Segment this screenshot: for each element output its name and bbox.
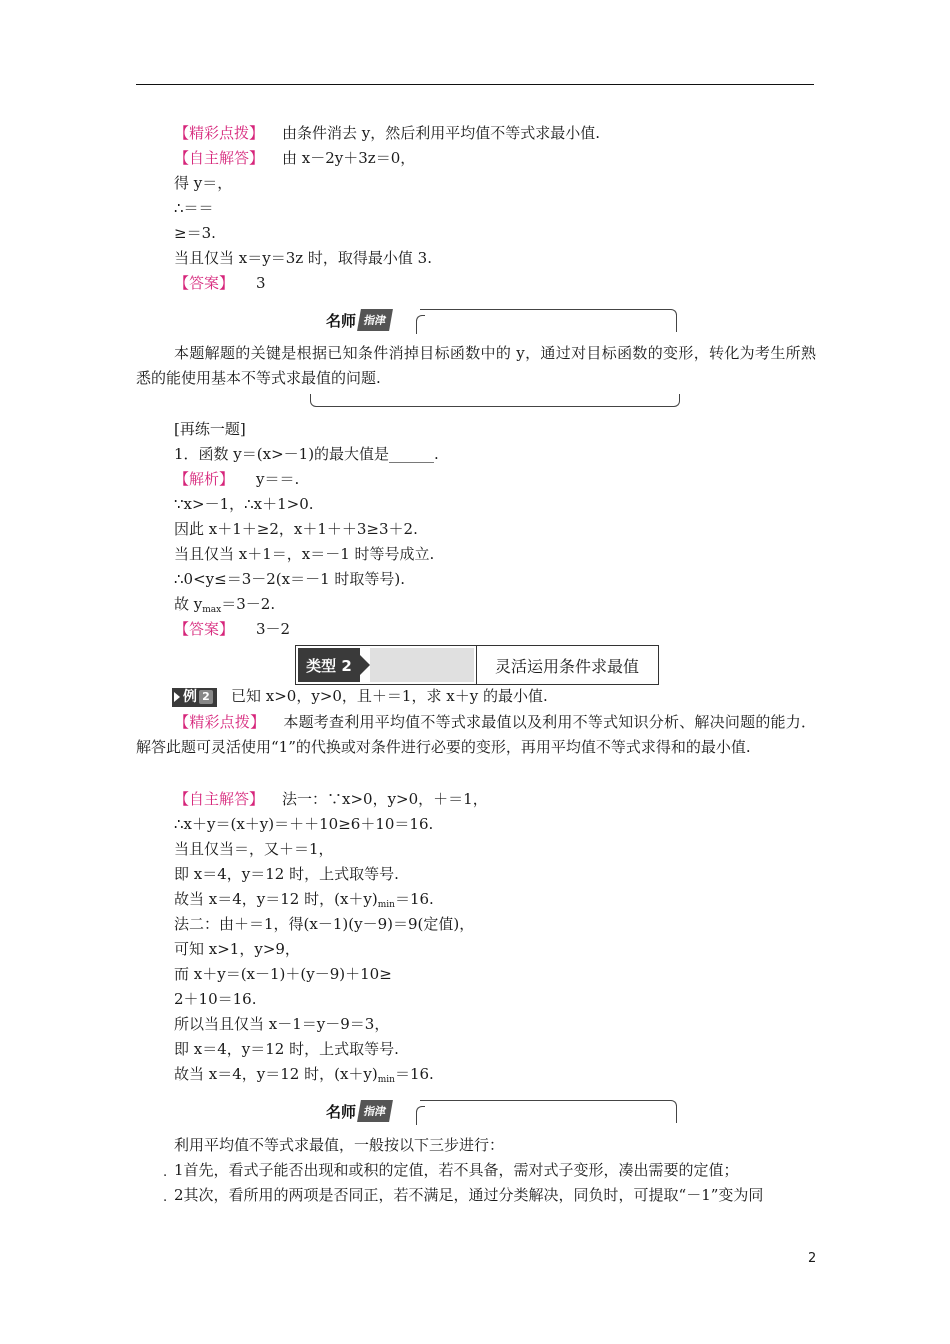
ymax-suffix: ＝3－2.	[221, 595, 276, 613]
ymax-prefix: 故 y	[174, 595, 203, 613]
teacher-tip-badge-main: 名师	[326, 311, 357, 330]
solution-text: 由 x－2y＋3z＝0，	[282, 149, 416, 167]
solution-tag: 【自主解答】	[174, 790, 265, 808]
min-prefix: 故当 x＝4，y＝12 时，(x＋y)	[174, 1065, 378, 1083]
solution-step: 当且仅当＝，又＋＝1，	[174, 840, 334, 858]
solution-step: 即 x＝4，y＝12 时，上式取等号.	[174, 865, 399, 883]
analysis-step: ∴0<y≤＝3－2(x＝－1 时取等号).	[174, 570, 406, 588]
frame-top	[420, 309, 677, 332]
type-label: 类型 2	[298, 648, 360, 682]
min-line	[174, 889, 434, 915]
triangle-icon	[174, 692, 180, 702]
teacher-tip-badge-main: 名师	[326, 1102, 357, 1121]
min-line	[174, 1064, 434, 1090]
teacher-tip-badge	[322, 309, 391, 331]
solution-step: ∴x＋y＝(x＋y)＝＋＋10≥6＋10＝16.	[174, 815, 434, 833]
type-grey-band	[370, 648, 474, 682]
teacher-tip-intro: 利用平均值不等式求最值，一般按以下三步进行：	[174, 1136, 505, 1154]
answer-tag: 【答案】	[174, 274, 235, 292]
solution-step: ≥＝3.	[174, 224, 216, 242]
analysis-step: ∵x>－1，∴x＋1>0.	[174, 495, 314, 513]
analysis-tag: 【解析】	[174, 470, 235, 488]
analysis-step: 因此 x＋1＋≥2，x＋1＋＋3≥3＋2.	[174, 520, 418, 538]
teacher-tip-bottom-frame	[310, 394, 680, 407]
solution-step: 当且仅当 x＝y＝3z 时，取得最小值 3.	[174, 249, 432, 267]
solution-tag: 【自主解答】	[174, 149, 265, 167]
dot-marker: .	[163, 1190, 168, 1205]
analysis-text: y＝＝.	[256, 470, 300, 488]
type-heading-box	[295, 645, 659, 685]
solution-step: 法二：由＋＝1，得(x－1)(y－9)＝9(定值)，	[174, 915, 475, 933]
teacher-tip-badge-sub: 指津	[357, 309, 393, 331]
solution-text: 法一：∵x>0，y>0，＋＝1，	[282, 790, 488, 808]
teacher-tip-item: 1首先，看式子能否出现和或积的定值，若不具备，需对式子变形，凑出需要的定值；	[174, 1161, 739, 1179]
teacher-tip-header	[322, 1100, 680, 1126]
practice-answer-line	[174, 619, 290, 639]
solution-step: 而 x＋y＝(x－1)＋(y－9)＋10≥	[174, 965, 392, 983]
teacher-tip-text: 本题解题的关键是根据已知条件消掉目标函数中的 y，通过对目标函数的变形，转化为考生所熟悉的能使用基本不等式求最值的问题.	[136, 344, 816, 387]
hint-line	[174, 123, 600, 143]
example-badge	[172, 688, 217, 707]
answer-line	[174, 273, 266, 293]
min-subscript: min	[377, 1075, 395, 1085]
hint-tag: 【精彩点拨】	[174, 124, 265, 142]
example-badge-number: 2	[199, 690, 213, 704]
hint-tag: 【精彩点拨】	[174, 713, 266, 731]
example-line	[172, 686, 548, 707]
example-hint	[136, 710, 816, 760]
min-suffix: ＝16.	[394, 890, 434, 908]
answer-value: 3	[256, 274, 266, 292]
frame-top	[420, 1100, 677, 1123]
solution-step: 所以当且仅当 x－1＝y－9＝3，	[174, 1015, 390, 1033]
analysis-line	[174, 469, 299, 489]
analysis-step: 当且仅当 x＋1＝，x＝－1 时等号成立.	[174, 545, 435, 563]
solution-line	[174, 789, 488, 809]
ymax-subscript: max	[202, 605, 222, 615]
teacher-tip-badge	[322, 1100, 391, 1122]
solution-step: 即 x＝4，y＝12 时，上式取等号.	[174, 1040, 399, 1058]
practice-header: [再练一题]	[174, 420, 246, 438]
type-title: 灵活运用条件求最值	[476, 646, 657, 684]
type-arrow-icon	[360, 655, 370, 675]
hint-text: 本题考查利用平均值不等式求最值以及利用不等式知识分析、解决问题的能力．解答此题可灵活使用“1”的代换或对条件进行必要的变形，再用平均值不等式求得和的最小值.	[136, 713, 816, 756]
solution-step: ∴＝＝	[174, 199, 214, 217]
teacher-tip-header	[322, 309, 680, 335]
practice-question: 1．函数 y＝(x>－1)的最大值是______.	[174, 445, 439, 463]
teacher-tip-badge-sub: 指津	[357, 1100, 393, 1122]
solution-step: 得 y＝，	[174, 174, 233, 192]
answer-tag: 【答案】	[174, 620, 235, 638]
min-prefix: 故当 x＝4，y＝12 时，(x＋y)	[174, 890, 378, 908]
example-text: 已知 x>0，y>0，且＋＝1，求 x＋y 的最小值.	[231, 687, 548, 705]
dot-marker: .	[163, 1165, 168, 1180]
header-rule	[136, 84, 814, 85]
answer-value: 3－2	[256, 620, 291, 638]
solution-step: 可知 x>1，y>9，	[174, 940, 300, 958]
page-number: 2	[808, 1251, 817, 1266]
min-subscript: min	[377, 900, 395, 910]
teacher-tip-item: 2其次，看所用的两项是否同正，若不满足，通过分类解决，同负时，可提取“－1”变为同	[174, 1186, 764, 1204]
solution-line	[174, 148, 415, 168]
example-badge-text: 例	[183, 689, 197, 705]
solution-step: 2＋10＝16.	[174, 990, 257, 1008]
ymax-line	[174, 594, 275, 620]
min-suffix: ＝16.	[394, 1065, 434, 1083]
hint-text: 由条件消去 y，然后利用平均值不等式求最小值.	[282, 124, 601, 142]
